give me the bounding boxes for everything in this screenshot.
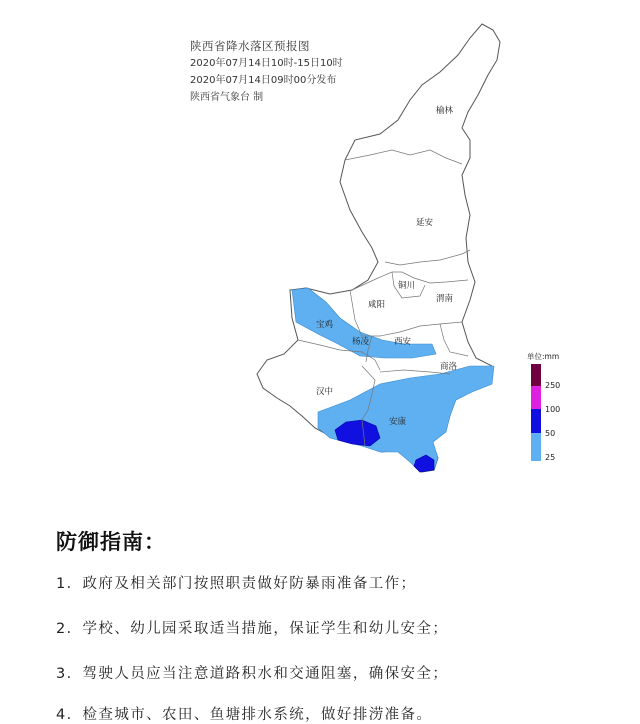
- map-title: 陕西省降水落区预报图: [190, 39, 310, 53]
- city-tongchuan: 铜川: [398, 281, 416, 291]
- city-yangling: 杨凌: [352, 337, 370, 347]
- legend-unit: 单位:mm: [527, 352, 560, 361]
- guide-item-3: 3．驾驶人员应当注意道路积水和交通阻塞，确保安全；: [56, 666, 449, 682]
- legend-swatch-50: [531, 409, 541, 433]
- legend-label-50: 50: [545, 429, 556, 438]
- city-baoji: 宝鸡: [316, 320, 334, 330]
- city-weinan: 渭南: [436, 294, 454, 304]
- legend-swatch-100: [531, 386, 541, 409]
- city-shangluo: 商洛: [440, 362, 458, 372]
- legend-label-25: 25: [545, 453, 556, 462]
- city-ankang: 安康: [389, 417, 407, 427]
- map-producer: 陕西省气象台 制: [190, 92, 264, 103]
- legend-colorbar: [531, 364, 541, 461]
- guide-item-4: 4．检查城市、农田、鱼塘排水系统，做好排涝准备。: [56, 707, 433, 723]
- guide-item-2: 2．学校、幼儿园采取适当措施，保证学生和幼儿安全；: [56, 621, 449, 637]
- legend-swatch-250: [531, 364, 541, 386]
- city-yulin: 榆林: [436, 106, 454, 116]
- publish-time: 2020年07月14日09时00分发布: [190, 75, 337, 86]
- city-xianyang: 咸阳: [368, 300, 386, 310]
- guide-title: 防御指南：: [56, 530, 166, 554]
- city-xian: 西安: [394, 337, 412, 347]
- legend-label-250: 250: [545, 381, 561, 390]
- city-yanan: 延安: [416, 218, 434, 228]
- forecast-period: 2020年07月14日10时-15日10时: [190, 58, 343, 69]
- legend-label-100: 100: [545, 405, 561, 414]
- legend-swatch-25: [531, 433, 541, 461]
- city-hanzhong: 汉中: [316, 387, 334, 397]
- guide-item-1: 1．政府及相关部门按照职责做好防暴雨准备工作；: [56, 576, 417, 592]
